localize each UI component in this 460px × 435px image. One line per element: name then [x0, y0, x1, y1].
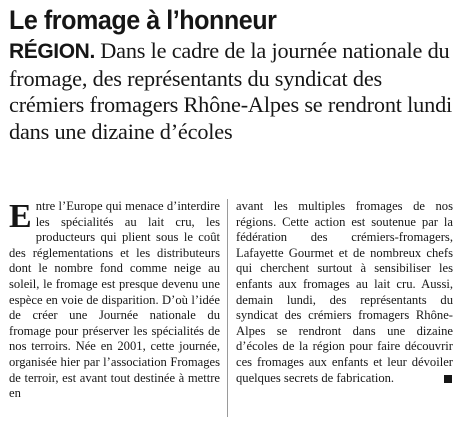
body-column-right [236, 199, 453, 417]
body-left-text: ntre l’Europe qui menace d’interdire les spécialités au lait cru, les producteurs qui plient sous le coût des réglementations et les distributeurs dont le nombre fond comme neige au soleil, le fromage est presque devenu une espèce en voie de disparition. D’où l’idée de créer une Journée nationale du fromage pour préserver les spécialités de nos terroirs. Née en 2001, cette journée, organisée hier par l’association Fromages de terroir, est avant tout destinée à mettre en [9, 199, 220, 401]
body-column-left [9, 199, 228, 417]
article-headline: Le fromage à l’honneur [9, 5, 277, 35]
article-standfirst-text: Dans le cadre de la journée nationale du fromage, des représentants du syndicat des crémiers fromagers Rhône-Alpes se rendront lundi dans une dizaine d’écoles [9, 38, 453, 144]
article-standfirst [9, 38, 453, 145]
body-right-text: avant les multiples fromages de nos régions. Cette action est soutenue par la fédération des crémiers-fromagers, Lafayette Gourmet et de nombreux chefs qui cherchent surtout à sensibiliser les enfants aux fromages au lait cru. Aussi, demain lundi, des représentants du syndicat des crémiers fromagers Rhône-Alpes se rendront dans une dizaine d’écoles de la région pour faire découvrir ces fromages aux enfants et leur dévoiler quelques secrets de fabrication. [236, 199, 453, 385]
article-body [9, 199, 453, 417]
end-of-article-mark [444, 375, 452, 383]
drop-cap: E [9, 198, 32, 235]
article-kicker: RÉGION. [9, 40, 95, 63]
